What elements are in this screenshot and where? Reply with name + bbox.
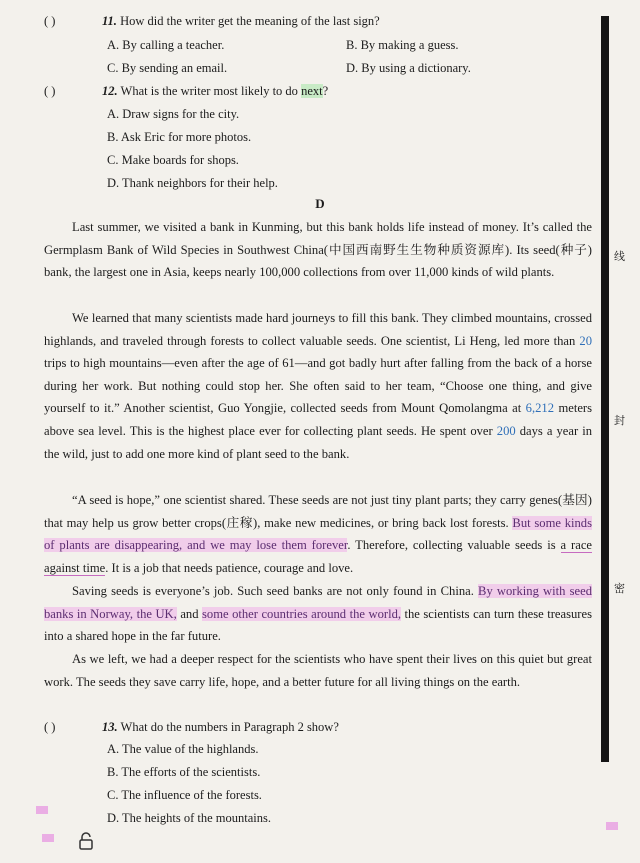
side-label-xian: 线 <box>614 251 625 263</box>
text: We learned that many scientists made hard journeys to fill this bank. They climbed mountains, crossed highlands, and traveled through forests to collect valuable seeds. One scientist, Li Heng, led more than <box>44 311 592 348</box>
option-d: D. The heights of the mountains. <box>107 811 271 825</box>
paragraph-1: Last summer, we visited a bank in Kunming, but this bank holds life instead of money. It’s called the Germplasm Bank of Wild Species in Southwest China(中国西南野生生物种质资源库). Its seed(种子) bank, the largest one in Asia, keeps nearly 100,000 collections from over 11,000 kinds of wild plants. <box>44 220 592 280</box>
highlight-norway-uk: By working with seed banks in Norway, the UK, <box>44 584 592 621</box>
option-b: B. The efforts of the scientists. <box>107 765 261 779</box>
pink-mark <box>36 806 48 814</box>
option-b: B. Ask Eric for more photos. <box>107 130 252 144</box>
question-number: 11. <box>102 14 117 28</box>
stem-text: What is the writer most likely to do <box>120 84 302 98</box>
answer-blank[interactable]: ( ) <box>44 84 56 98</box>
paragraph-3 <box>44 489 592 579</box>
option-c: C. The influence of the forests. <box>107 788 262 802</box>
paragraph-2 <box>44 307 592 465</box>
highlight-next: next <box>301 84 323 98</box>
text: meters above sea level. This is the highest place ever for collecting plant seeds. He spent over <box>44 401 593 438</box>
side-label-feng: 封 <box>614 415 625 427</box>
highlight-other-countries: some other countries around the world, <box>202 606 402 621</box>
paragraph-4 <box>44 580 592 648</box>
option-c: C. By sending an email. <box>107 61 228 75</box>
text: days a year in the wild, just to add one more kind of plant seed to the bank. <box>44 423 593 461</box>
question-stem: How did the writer get the meaning of the last sign? <box>120 14 380 28</box>
unlock-icon[interactable] <box>78 832 94 855</box>
text: trips to high mountains—even after the age of 61—and got badly hurt after falling from the back of a horse during her work. But nothing could stop her. She often said to her team, “Choose one thing, and give yourself to it.” Another scientist, Guo Yongjie, collected seeds from Mount Qomolangma at <box>44 356 592 416</box>
underline-race-against-time: a race against time <box>44 538 592 575</box>
text: . Therefore, collecting valuable seeds is <box>347 538 561 553</box>
question-number: 13. <box>102 720 118 734</box>
option-a: A. Draw signs for the city. <box>107 107 240 121</box>
option-b: B. By making a guess. <box>346 38 459 52</box>
text: Saving seeds is everyone’s job. Such seed banks are not only found in China. <box>72 584 479 598</box>
answer-blank[interactable]: ( ) <box>44 720 56 734</box>
answer-blank[interactable]: ( ) <box>44 14 56 28</box>
text: the scientists can turn these treasures into a shared hope in the far future. <box>44 606 592 644</box>
text: and <box>176 606 202 621</box>
option-a: A. The value of the highlands. <box>107 742 259 756</box>
number-6212: 6,212 <box>525 401 554 416</box>
question-11 <box>44 12 380 30</box>
option-d: D. By using a dictionary. <box>346 61 471 75</box>
question-13 <box>44 718 339 736</box>
text: . It is a job that needs patience, courage and love. <box>105 560 354 575</box>
paragraph-5: As we left, we had a deeper respect for the scientists who have spent their lives on this quiet but great work. The seeds they save carry life, hope, and a better future for all living things on the earth. <box>44 652 592 689</box>
option-d: D. Thank neighbors for their help. <box>107 176 278 190</box>
number-200: 200 <box>496 423 516 438</box>
pink-mark <box>606 822 618 830</box>
binding-bar <box>601 16 609 762</box>
question-stem: What do the numbers in Paragraph 2 show? <box>120 720 339 734</box>
pink-mark <box>42 834 54 842</box>
side-label-mi: 密 <box>614 583 625 595</box>
option-a: A. By calling a teacher. <box>107 38 225 52</box>
question-number: 12. <box>102 84 118 98</box>
question-12 <box>44 82 328 100</box>
question-stem <box>121 84 329 98</box>
stem-text: ? <box>322 84 329 98</box>
text: “A seed is hope,” one scientist shared. These seeds are not just tiny plant parts; they carry genes(基因) that may help us grow better crops(庄稼), make new medicines, or bring back lost forests. <box>44 493 592 530</box>
highlight-disappearing: But some kinds of plants are disappearing, and we may lose them forever <box>44 515 593 553</box>
number-20: 20 <box>579 333 592 348</box>
section-title: D <box>315 196 325 211</box>
option-c: C. Make boards for shops. <box>107 153 239 167</box>
